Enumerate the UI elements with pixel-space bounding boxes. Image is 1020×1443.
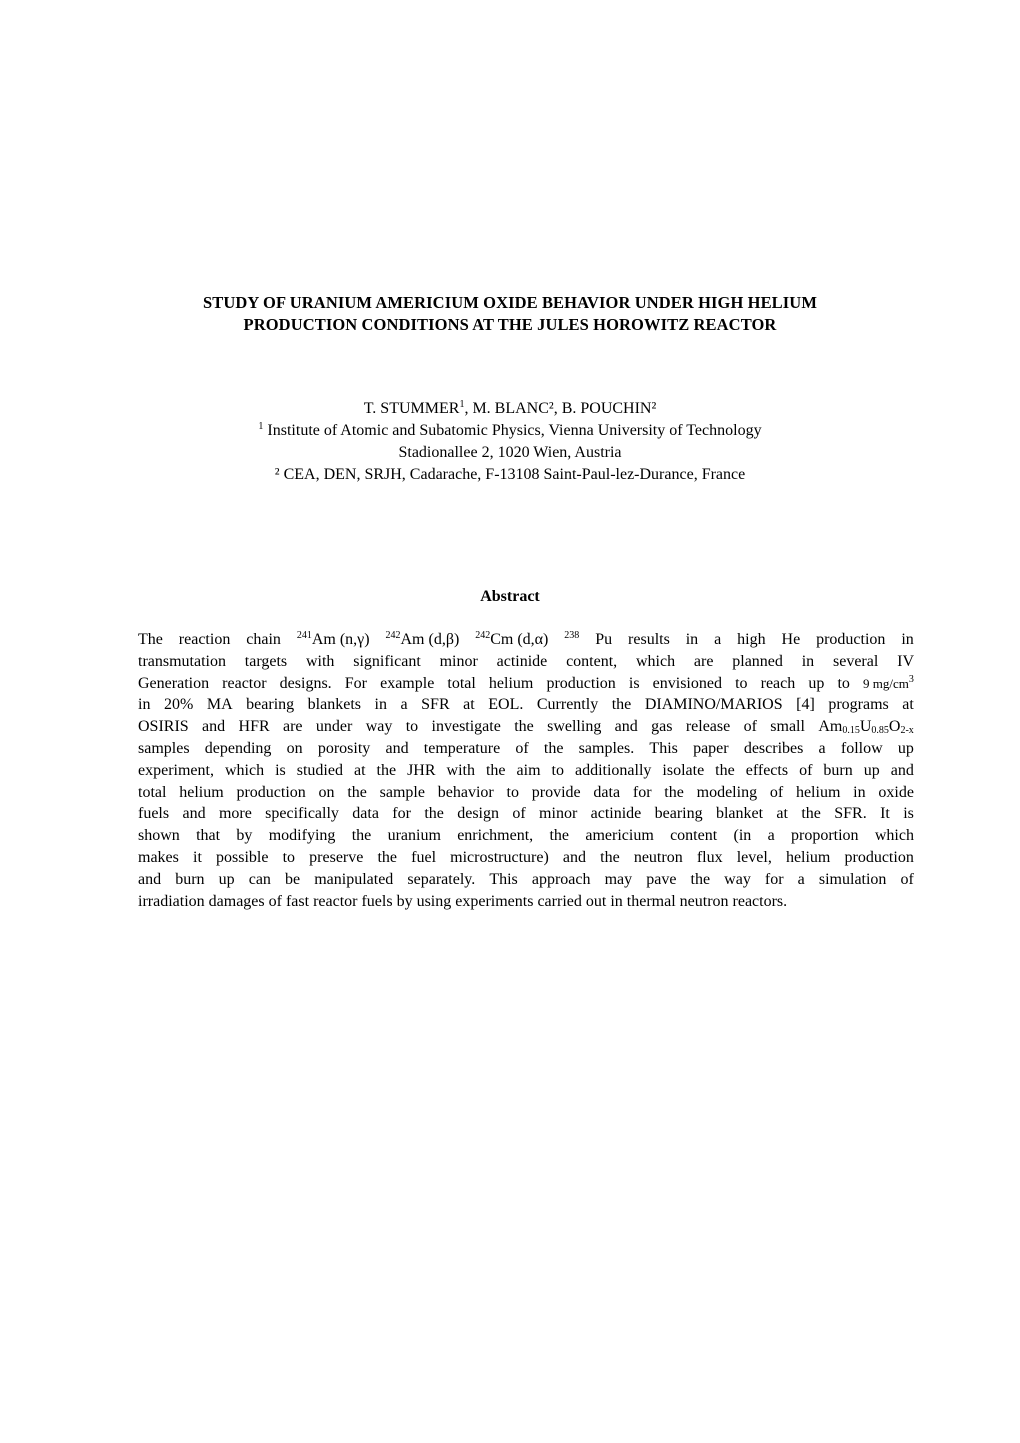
abstract-word: to <box>506 783 519 801</box>
abstract-word: bearing <box>246 696 295 714</box>
abstract-word: sample <box>379 783 425 801</box>
abstract-word: reactor <box>313 892 358 910</box>
abstract-word: to <box>837 674 850 692</box>
abstract-word: up <box>863 761 880 779</box>
abstract-line <box>138 847 914 869</box>
abstract-word: shown <box>138 827 180 845</box>
abstract-word: production <box>816 631 886 648</box>
affiliation-1-text: Institute of Atomic and Subatomic Physics, Vienna University of Technology <box>263 422 762 439</box>
abstract-word: experiments <box>455 892 534 910</box>
abstract-word: chain <box>246 631 281 648</box>
abstract-word: actinide <box>496 652 548 670</box>
abstract-word: of <box>515 739 529 757</box>
abstract-line <box>138 738 914 760</box>
abstract-word: which <box>224 761 265 779</box>
affiliation-2: ² CEA, DEN, SRJH, Cadarache, F-13108 Saint-Paul-lez-Durance, France <box>274 466 746 483</box>
author-stummer: T. STUMMER <box>363 400 460 417</box>
paper-title <box>120 292 900 336</box>
abstract-word: which <box>874 827 914 845</box>
abstract-word: it <box>193 848 202 866</box>
abstract-word: [4] <box>796 696 815 714</box>
abstract-word: burn <box>823 761 853 779</box>
abstract-word: at <box>353 761 366 779</box>
abstract-word: the <box>347 783 367 801</box>
abstract-word: specifically <box>265 805 339 823</box>
abstract-word: in <box>374 696 387 714</box>
abstract-word: the <box>611 696 632 714</box>
abstract-word: in <box>685 631 699 648</box>
abstract-word: the <box>715 761 735 779</box>
abstract-word: in <box>610 892 623 910</box>
abstract-word: follow <box>840 739 883 757</box>
affiliation-1-address: Stadionallee 2, 1020 Wien, Austria <box>398 444 622 461</box>
abstract-word: This <box>489 870 518 888</box>
abstract-word: Pu <box>595 631 613 648</box>
abstract-word: the <box>549 827 570 845</box>
abstract-word: damages <box>208 892 265 910</box>
abstract-word: more <box>218 805 252 823</box>
authors-rest: , M. BLANC², B. POUCHIN² <box>464 400 657 417</box>
abstract-word: targets <box>244 652 288 670</box>
reaction-am242: $^{242}$Am (d,β) <box>385 630 460 648</box>
abstract-word: preserve <box>309 848 364 866</box>
abstract-word: of <box>743 718 757 736</box>
author-line <box>120 398 900 420</box>
abstract-word: of <box>512 805 526 823</box>
abstract-word: flux <box>696 848 723 866</box>
abstract-word: data <box>593 783 621 801</box>
abstract-word: results <box>628 631 670 648</box>
abstract-word: under <box>315 718 353 736</box>
author-block <box>120 398 900 486</box>
abstract-word: fuel <box>411 848 437 866</box>
abstract-word: and <box>890 761 914 779</box>
abstract-word: neutron <box>679 892 729 910</box>
abstract-word: microstructure) <box>450 848 549 866</box>
abstract-word: The <box>138 631 163 648</box>
abstract-word: to <box>551 761 564 779</box>
abstract-word: provide <box>531 783 581 801</box>
abstract-word: envisioned <box>652 674 722 692</box>
abstract-word: This <box>649 739 678 757</box>
abstract-word: to <box>735 674 748 692</box>
abstract-word: content, <box>566 652 618 670</box>
abstract-line <box>138 825 914 847</box>
abstract-line <box>138 803 914 825</box>
abstract-word: burn <box>175 870 205 888</box>
abstract-line <box>138 629 914 651</box>
abstract-word: manipulated <box>314 870 394 888</box>
abstract-line <box>138 782 914 804</box>
abstract-heading: Abstract <box>480 588 540 605</box>
abstract-word: the <box>664 783 684 801</box>
abstract-word: neutron <box>633 848 683 866</box>
abstract-word: the <box>485 761 506 779</box>
abstract-word: can <box>248 870 271 888</box>
abstract-word: the <box>376 761 397 779</box>
abstract-word: isolate <box>662 761 705 779</box>
abstract-word: reaction <box>178 631 231 648</box>
abstract-word: investigate <box>431 718 501 736</box>
affiliation-mark: 1 <box>459 399 465 410</box>
abstract-line <box>138 651 914 673</box>
abstract-word: a <box>797 870 805 888</box>
helium-unit: 9 $mg/cm^3$ <box>862 673 914 691</box>
abstract-word: minor <box>439 652 478 670</box>
abstract-word: samples <box>138 739 190 757</box>
abstract-word: and <box>614 718 638 736</box>
abstract-word: separately. <box>407 870 476 888</box>
affiliation-1-mark: 1 <box>258 421 264 432</box>
abstract-word: reach <box>760 674 796 692</box>
abstract-word: He <box>781 631 801 648</box>
abstract-word: at <box>463 696 475 714</box>
abstract-word: of <box>268 892 282 910</box>
abstract-word: on <box>286 739 303 757</box>
abstract-word: oxide <box>878 783 914 801</box>
abstract-word: porosity <box>317 739 371 757</box>
abstract-word: a <box>400 696 408 714</box>
abstract-word: effects <box>745 761 789 779</box>
abstract-word: depending <box>204 739 272 757</box>
abstract-word: reactors. <box>732 892 788 910</box>
abstract-word: that <box>196 827 221 845</box>
abstract-body <box>138 629 914 912</box>
oxide-formula: $Am_{0.15}U_{0.85}O_{2-x}$ <box>818 718 914 737</box>
abstract-word: thermal <box>626 892 676 910</box>
abstract-word: be <box>285 870 301 888</box>
abstract-word: the <box>424 805 444 823</box>
abstract-word: the <box>690 870 711 888</box>
abstract-word: It <box>880 805 890 823</box>
abstract-word: and <box>385 739 409 757</box>
abstract-word: IV <box>897 652 914 670</box>
abstract-word: are <box>283 718 303 736</box>
abstract-word: the <box>351 827 372 845</box>
abstract-word: the <box>801 805 821 823</box>
abstract-word: bearing <box>654 805 703 823</box>
abstract-word: and <box>182 805 206 823</box>
abstract-word: paper <box>693 739 729 757</box>
abstract-word: (in <box>733 827 752 845</box>
abstract-word: JHR <box>407 761 436 779</box>
abstract-word: planned <box>732 652 783 670</box>
abstract-word: with <box>446 761 475 779</box>
abstract-word: modifying <box>268 827 336 845</box>
abstract-word: helium <box>795 783 841 801</box>
abstract-word: helium <box>179 783 224 801</box>
abstract-word: and <box>202 718 226 736</box>
abstract-word: a <box>818 739 826 757</box>
abstract-word: OSIRIS <box>138 718 189 736</box>
abstract-line <box>138 869 914 891</box>
abstract-word: studied <box>296 761 343 779</box>
abstract-line <box>138 716 914 738</box>
abstract-word: way <box>724 870 751 888</box>
abstract-word: is <box>628 674 640 692</box>
abstract-word: on <box>318 783 335 801</box>
abstract-word: EOL. <box>488 696 524 714</box>
abstract-word: Currently <box>536 696 599 714</box>
abstract-word: uranium <box>387 827 441 845</box>
abstract-word: of <box>769 783 784 801</box>
abstract-word: data <box>352 805 379 823</box>
abstract-word: aim <box>516 761 541 779</box>
abstract-word: fuels <box>361 892 393 910</box>
abstract-word: out <box>585 892 607 910</box>
abstract-word: pave <box>646 870 677 888</box>
abstract-line <box>138 760 914 782</box>
abstract-word: up <box>218 870 235 888</box>
abstract-word: which <box>635 652 676 670</box>
abstract-word: to <box>405 718 419 736</box>
abstract-word: by <box>396 892 413 910</box>
abstract-word: 20% <box>163 696 194 714</box>
abstract-word: simulation <box>818 870 887 888</box>
abstract-word: For <box>344 674 367 692</box>
abstract-word: content <box>670 827 718 845</box>
abstract-line-last <box>138 891 914 913</box>
abstract-word: using <box>416 892 452 910</box>
abstract-word: production <box>844 848 914 866</box>
abstract-word: is <box>275 761 286 779</box>
abstract-word: approach <box>531 870 591 888</box>
abstract-word: at <box>902 696 914 714</box>
abstract-word: small <box>770 718 805 736</box>
abstract-word: SFR <box>421 696 450 714</box>
abstract-word: programs <box>828 696 889 714</box>
abstract-word: and <box>138 870 162 888</box>
abstract-word: HFR <box>238 718 270 736</box>
abstract-word: is <box>903 805 914 823</box>
abstract-word: enrichment, <box>457 827 534 845</box>
abstract-word: with <box>305 652 335 670</box>
abstract-word: may <box>604 870 633 888</box>
abstract-word: of <box>799 761 813 779</box>
title-line-2: PRODUCTION CONDITIONS AT THE JULES HOROWITZ REACTOR <box>243 315 777 334</box>
abstract-word: the <box>600 848 620 866</box>
abstract-word: of <box>900 870 914 888</box>
abstract-word: MA <box>206 696 233 714</box>
abstract-word: significant <box>353 652 421 670</box>
abstract-word: actinide <box>590 805 642 823</box>
affiliation-1 <box>120 420 900 442</box>
abstract-word: in <box>138 696 151 714</box>
abstract-word: experiment, <box>138 761 214 779</box>
abstract-word: release <box>685 718 731 736</box>
abstract-word: up <box>808 674 825 692</box>
abstract-word: swelling <box>547 718 602 736</box>
abstract-word: the <box>377 848 398 866</box>
abstract-word: designs. <box>279 674 332 692</box>
abstract-word: are <box>693 652 714 670</box>
abstract-word: fuels <box>138 805 170 823</box>
title-line-1: STUDY OF URANIUM AMERICIUM OXIDE BEHAVIOR UNDER HIGH HELIUM <box>203 293 817 312</box>
abstract-word: blanket <box>715 805 764 823</box>
abstract-word: and <box>562 848 587 866</box>
abstract-word: for <box>632 783 652 801</box>
abstract-word: helium <box>488 674 534 692</box>
abstract-word: possible <box>216 848 269 866</box>
abstract-word: by <box>236 827 253 845</box>
abstract-word: helium <box>785 848 831 866</box>
abstract-word: total <box>447 674 476 692</box>
abstract-word: samples. <box>578 739 635 757</box>
abstract-word: production <box>546 674 616 692</box>
abstract-word: temperature <box>423 739 501 757</box>
abstract-line <box>138 694 914 716</box>
abstract-word: a <box>767 827 775 845</box>
abstract-word: DIAMINO/MARIOS <box>644 696 783 714</box>
reaction-pu238-iso: 238 <box>564 630 580 641</box>
abstract-word: in <box>801 652 815 670</box>
abstract-word: SFR. <box>834 805 867 823</box>
abstract-word: reactor <box>222 674 267 692</box>
abstract-word: high <box>737 631 766 648</box>
abstract-word: at <box>776 805 788 823</box>
abstract-word: in <box>901 631 914 648</box>
abstract-word: example <box>380 674 435 692</box>
abstract-word: modeling <box>696 783 758 801</box>
abstract-word: blankets <box>307 696 361 714</box>
abstract-word: the <box>514 718 534 736</box>
abstract-word: for <box>764 870 784 888</box>
abstract-word: proportion <box>791 827 859 845</box>
abstract-word: transmutation <box>138 652 226 670</box>
abstract-word: up <box>897 739 914 757</box>
abstract-word: Generation <box>138 674 210 692</box>
abstract-word: total <box>138 783 167 801</box>
abstract-word: additionally <box>574 761 652 779</box>
abstract-word: irradiation <box>138 892 205 910</box>
abstract-word: a <box>714 631 722 648</box>
abstract-word: for <box>392 805 411 823</box>
abstract-word: behavior <box>437 783 494 801</box>
abstract-word: design <box>457 805 499 823</box>
abstract-word: the <box>543 739 564 757</box>
abstract-line <box>138 673 914 695</box>
abstract-word: production <box>236 783 306 801</box>
reaction-cm242: $^{242}$Cm (d,α) <box>475 630 549 648</box>
abstract-word: level, <box>736 848 772 866</box>
abstract-word: to <box>282 848 296 866</box>
abstract-word: fast <box>285 892 310 910</box>
reaction-am241: $^{241}$Am (n,γ) <box>296 630 370 648</box>
abstract-word: way <box>365 718 393 736</box>
abstract-word: minor <box>539 805 578 823</box>
abstract-word: describes <box>743 739 804 757</box>
abstract-word: carried <box>537 892 582 910</box>
abstract-word: several <box>832 652 879 670</box>
abstract-word: americium <box>585 827 654 845</box>
abstract-word: gas <box>651 718 673 736</box>
abstract-word: in <box>853 783 866 801</box>
abstract-word: makes <box>138 848 179 866</box>
